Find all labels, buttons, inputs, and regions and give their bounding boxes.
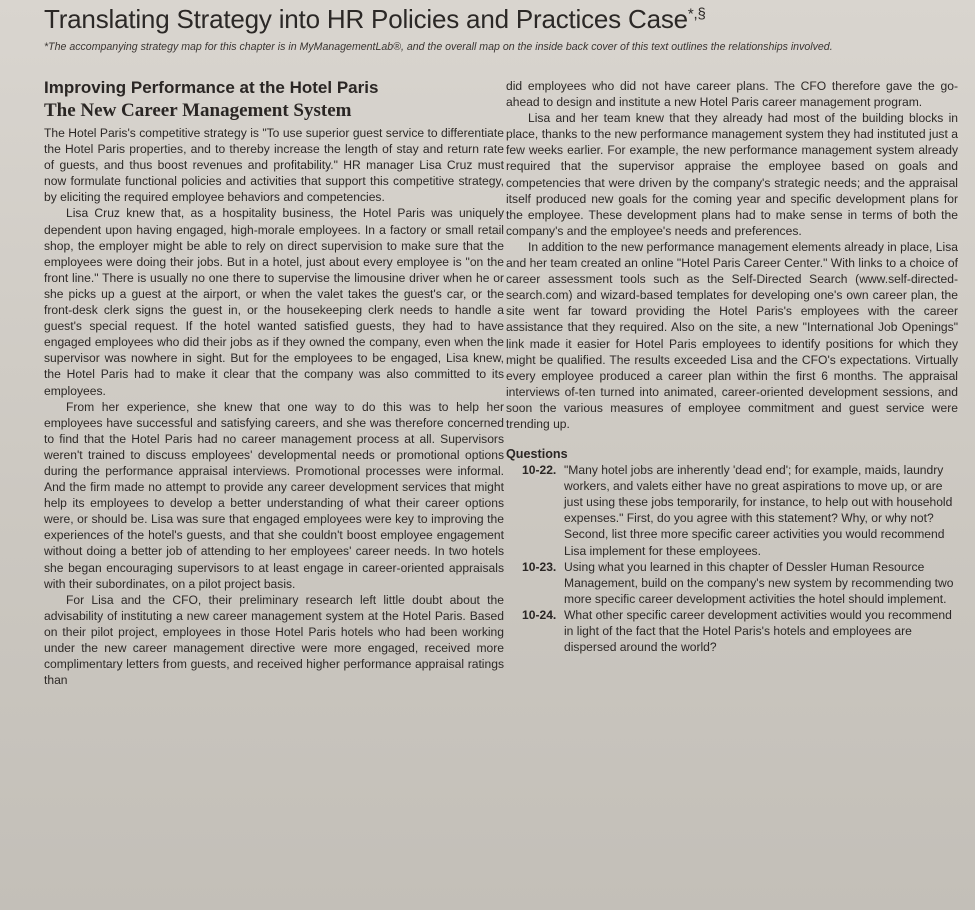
right-paragraph-1: did employees who did not have career plans. The CFO therefore gave the go-ahead to design and institute a new Hotel Paris career management program. xyxy=(506,79,958,110)
case-title-mark: *,§ xyxy=(687,5,706,23)
case-title xyxy=(44,4,706,35)
right-paragraph-2: Lisa and her team knew that they already had most of the building blocks in place, thanks to the new performance management system they had instituted just a few weeks earlier. For example, the new performance management system already required that the supervisor appraise the employee based on goals and competencies that were driven by the company's strategic needs; and the appraisal itself produced new goals for the coming year and specific development plans for the employee. These development plans had to make sense in terms of both the company's and the employee's needs and preferences. xyxy=(506,111,958,238)
left-paragraph-4: For Lisa and the CFO, their preliminary research left little doubt about the advisability of instituting a new career management system at the Hotel Paris. Based on their pilot project, employees in those Hotel Paris hotels who had been working under the new career management directive were more engaged, received more complimentary letters from guests, and received higher performance appraisal ratings than xyxy=(44,592,504,688)
question-item xyxy=(506,607,958,655)
left-paragraph-2: Lisa Cruz knew that, as a hospitality business, the Hotel Paris was uniquely dependent upon having engaged, high-morale employees. In a factory or small retail shop, the employer might be able to rely on direct supervision to make sure that the employees were doing their jobs. But in a hotel, just about every employee is "on the front line." There is usually no one there to supervise the limousine driver when he or she picks up a guest at the airport, or when the valet takes the guest's car, or the front-desk clerk signs the guest in, or the housekeeping clerk needs to handle a guest's special request. If the hotel wanted satisfied guests, they had to have engaged employees who did their jobs as if they owned the company, even when the supervisor was nowhere in sight. But for the employees to be engaged, Lisa knew, the Hotel Paris had to make it clear that the company was also committed to its employees. xyxy=(44,206,504,398)
question-text: What other specific career development activities would you recommend in light of the fact that the Hotel Paris's hotels and employees are dispersed around the world? xyxy=(564,607,952,655)
question-number: 10-23. xyxy=(522,559,557,574)
right-column xyxy=(506,78,958,655)
question-item xyxy=(506,462,958,559)
right-paragraph-3: In addition to the new performance management elements already in place, Lisa and her team created an online "Hotel Paris Career Center." With links to a choice of career assessment tools such as the Self-Directed Search (www.self-directed-search.com) and wizard-based templates for developing one's own career plan, the site went far toward providing the Hotel Paris's employees with the career assistance that they required. Also on the site, a new "International Job Openings" link made it easier for Hotel Paris employees to identify positions for which they might be qualified. The results exceeded Lisa and the CFO's expectations. Virtually every employee produced a career plan within the first 6 months. The appraisal interviews of-ten turned into animated, career-oriented development sessions, and soon the various measures of employee commitment and guest service were trending up. xyxy=(506,239,958,431)
left-paragraph-1: The Hotel Paris's competitive strategy is "To use superior guest service to differentiate the Hotel Paris properties, and to thereby increase the length of stay and return rate of guests, and thus boost revenues and profitability." HR manager Lisa Cruz must now formulate functional policies and activities that support this competitive strategy, by eliciting the required employee behaviors and competencies. xyxy=(44,126,504,205)
case-title-text: Translating Strategy into HR Policies and Practices Case xyxy=(44,4,688,34)
question-number: 10-24. xyxy=(522,607,557,622)
left-column xyxy=(44,77,504,688)
question-text: "Many hotel jobs are inherently 'dead end'; for example, maids, laundry workers, and valets either have no great aspirations to move up, or are just using these jobs temporarily, for instance, to help out with household expenses." First, do you agree with this statement? Why, or why not? Second, list three more specific career activities you would recommend Lisa implement for these employees. xyxy=(564,463,953,558)
section-heading: Improving Performance at the Hotel Paris xyxy=(44,78,379,97)
question-number: 10-22. xyxy=(522,463,557,478)
section-subheading: The New Career Management System xyxy=(44,100,352,121)
strategy-map-note: *The accompanying strategy map for this chapter is in MyManagementLab®, and the overall map on the inside back cover of this text outlines the relationships involved. xyxy=(44,41,833,53)
question-item xyxy=(506,559,958,607)
question-text: Using what you learned in this chapter of Dessler Human Resource Management, build on the company's new system by recommending two more specific career development activities the hotel should implement. xyxy=(564,559,954,606)
left-paragraph-3: From her experience, she knew that one way to do this was to help her employees have successful and satisfying careers, and she was therefore concerned to find that the Hotel Paris had no career management process at all. Supervisors weren't trained to discuss employees' developmental needs or promotional options during the performance appraisal interviews. Promotional processes were informal. And the firm made no attempt to provide any career development services that might help its employees to develop a better understanding of what their career options were, or should be. Lisa was sure that engaged employees were key to improving the experiences of the hotel's guests, and that she couldn't boost employee engagement without doing a better job of attending to her employees' career needs. In two hotels she began encouraging supervisors to at least engage in career-oriented appraisals with their subordinates, on a pilot project basis. xyxy=(44,399,504,591)
questions-heading: Questions xyxy=(506,447,568,462)
